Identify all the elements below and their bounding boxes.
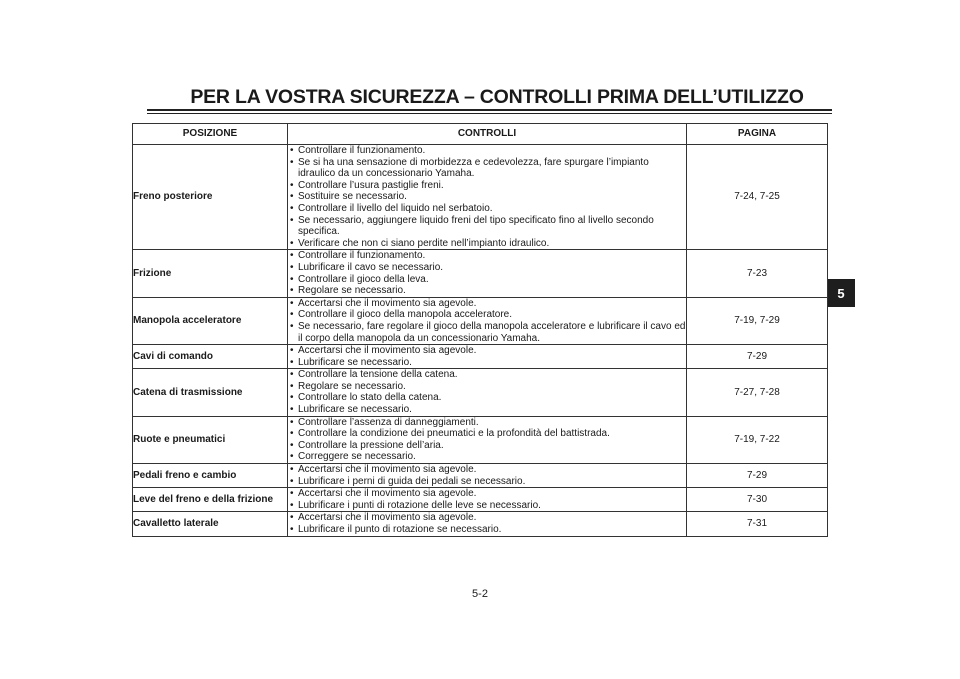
list-item: • Controllare il funzionamento. [288,250,686,262]
row-checks [288,512,687,536]
list-item: • Accertarsi che il movimento sia agevole. [288,345,686,357]
row-position: Cavalletto laterale [133,512,288,536]
page-number: 5-2 [472,588,488,600]
row-page: 7-19, 7-22 [687,416,828,463]
list-item: • Controllare l’usura pastiglie freni. [288,180,686,192]
list-item: • Lubrificare il punto di rotazione se necessario. [288,524,686,536]
list-item: • Controllare il gioco della leva. [288,274,686,286]
checks-list [288,488,686,511]
checks-list [288,345,686,368]
header-page: PAGINA [687,124,828,145]
checks-list [288,464,686,487]
row-position: Ruote e pneumatici [133,416,288,463]
list-item: • Controllare il livello del liquido nel serbatoio. [288,203,686,215]
list-item: • Regolare se necessario. [288,381,686,393]
header-checks: CONTROLLI [288,124,687,145]
list-item: • Regolare se necessario. [288,285,686,297]
list-item: • Controllare la condizione dei pneumatici e la profondità del battistrada. [288,428,686,440]
row-checks [288,145,687,250]
row-position: Cavi di comando [133,345,288,369]
list-item: • Controllare l’assenza di danneggiamenti. [288,417,686,429]
row-checks [288,250,687,297]
list-item: • Lubrificare il cavo se necessario. [288,262,686,274]
list-item: • Controllare la tensione della catena. [288,369,686,381]
checks-list [288,369,686,415]
list-item: • Lubrificare i perni di guida dei pedali se necessario. [288,476,686,488]
row-checks [288,345,687,369]
row-position: Freno posteriore [133,145,288,250]
list-item: • Se necessario, aggiungere liquido freni del tipo specificato fino al livello secondo specifica. [288,215,686,238]
row-page: 7-31 [687,512,828,536]
list-item: • Accertarsi che il movimento sia agevole. [288,298,686,310]
row-checks [288,488,687,512]
row-position: Frizione [133,250,288,297]
header-position: POSIZIONE [133,124,288,145]
list-item: • Accertarsi che il movimento sia agevole. [288,464,686,476]
table-row [133,488,828,512]
row-checks [288,369,687,416]
list-item: • Accertarsi che il movimento sia agevole. [288,488,686,500]
table-row [133,345,828,369]
row-page: 7-23 [687,250,828,297]
row-checks [288,464,687,488]
checks-list [288,512,686,535]
list-item: • Lubrificare se necessario. [288,357,686,369]
table-row [133,250,828,297]
table-header-row [133,124,828,145]
list-item: • Accertarsi che il movimento sia agevole. [288,512,686,524]
row-page: 7-27, 7-28 [687,369,828,416]
row-position: Pedali freno e cambio [133,464,288,488]
checks-list [288,145,686,249]
list-item: • Sostituire se necessario. [288,191,686,203]
chapter-tab: 5 [827,279,855,307]
row-checks [288,416,687,463]
row-position: Catena di trasmissione [133,369,288,416]
table-row [133,369,828,416]
row-page: 7-24, 7-25 [687,145,828,250]
table-row [133,512,828,536]
row-page: 7-19, 7-29 [687,297,828,344]
checks-list [288,417,686,463]
list-item: • Controllare il funzionamento. [288,145,686,157]
row-page: 7-29 [687,464,828,488]
pre-operation-checks-table [132,123,828,537]
list-item: • Se si ha una sensazione di morbidezza e cedevolezza, fare spurgare l’impianto idraulico da un concessionario Yamaha. [288,157,686,180]
checks-list [288,250,686,296]
list-item: • Verificare che non ci siano perdite nell’impianto idraulico. [288,238,686,250]
page-title: PER LA VOSTRA SICUREZZA – CONTROLLI PRIMA DELL’UTILIZZO [190,86,804,108]
list-item: • Correggere se necessario. [288,451,686,463]
list-item: • Lubrificare i punti di rotazione delle leve se necessario. [288,500,686,512]
list-item: • Se necessario, fare regolare il gioco della manopola acceleratore e lubrificare il cavo ed il corpo della manopola da un concessionario Yamaha. [288,321,686,344]
table-row [133,145,828,250]
row-position: Leve del freno e della frizione [133,488,288,512]
list-item: • Controllare il gioco della manopola acceleratore. [288,309,686,321]
row-position: Manopola acceleratore [133,297,288,344]
table-row [133,416,828,463]
table-row [133,297,828,344]
title-rule-thick [147,109,832,111]
row-checks [288,297,687,344]
list-item: • Controllare lo stato della catena. [288,392,686,404]
table-row [133,464,828,488]
list-item: • Controllare la pressione dell’aria. [288,440,686,452]
checks-list [288,298,686,344]
row-page: 7-30 [687,488,828,512]
title-rule-thin [147,113,832,114]
row-page: 7-29 [687,345,828,369]
list-item: • Lubrificare se necessario. [288,404,686,416]
